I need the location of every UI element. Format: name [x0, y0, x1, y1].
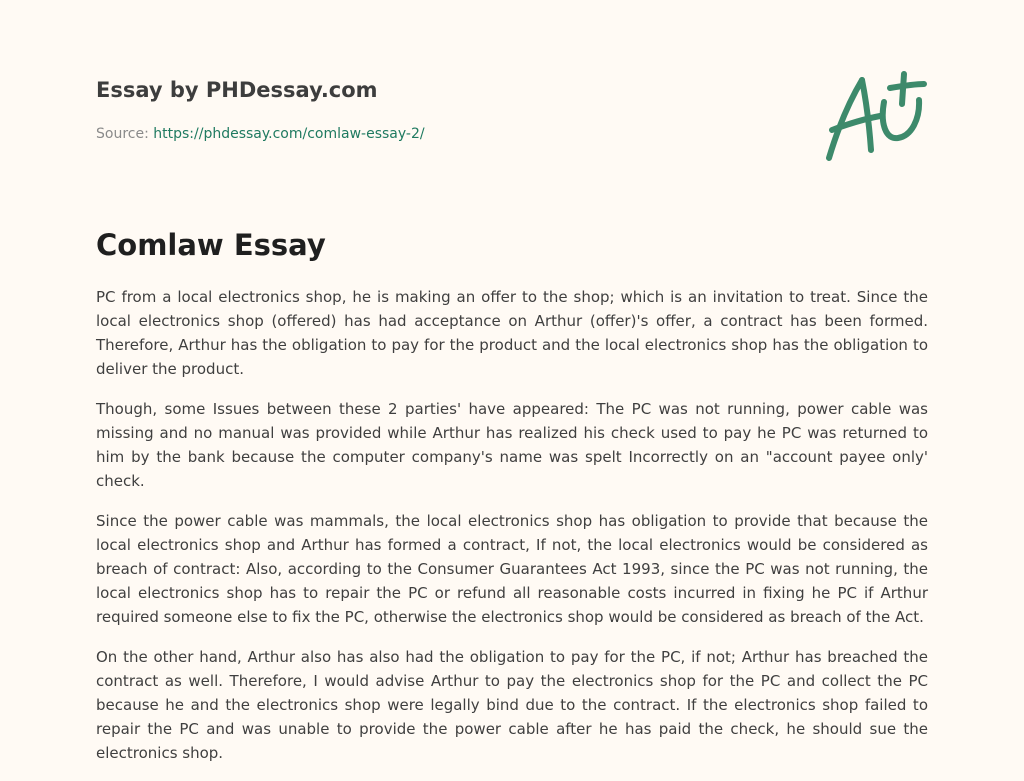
source-line	[96, 124, 425, 144]
essay-paragraph: Since the power cable was mammals, the local electronics shop has obligation to provide that because the local electronics shop and Arthur has formed a contract, If not, the local electronics would be considered as breach of contract: Also, according to the Consumer Guarantees Act 1993, since the PC was not running, the local electronics shop has to repair the PC or refund all reasonable costs incurred in fixing he PC if Arthur required someone else to fix the PC, otherwise the electronics shop would be considered as breach of the Act.	[96, 512, 928, 626]
essay-paragraph: PC from a local electronics shop, he is making an offer to the shop; which is an invitation to treat. Since the local electronics shop (offered) has had acceptance on Arthur (offer)'s offer, a contract has been formed. Therefore, Arthur has the obligation to pay for the product and the local electronics shop has the obligation to deliver the product.	[96, 288, 928, 378]
site-header	[96, 76, 696, 104]
essay-title: Comlaw Essay	[96, 228, 326, 262]
a-plus-logo-icon	[820, 66, 930, 166]
source-label: Source:	[96, 126, 154, 142]
essay-body	[96, 285, 928, 781]
source-link[interactable]: https://phdessay.com/comlaw-essay-2/	[153, 126, 425, 142]
essay-paragraph: On the other hand, Arthur also has also had the obligation to pay for the PC, if not; Arthur has breached the contract as well. Therefore, I would advise Arthur to pay the electronics shop for the PC and collect the PC because he and the electronics shop were legally bind due to the contract. If the electronics shop failed to repair the PC and was unable to provide the power cable after he has paid the check, he should sue the electronics shop.	[96, 648, 928, 762]
site-brand: Essay by PHDessay.com	[96, 78, 378, 102]
essay-paragraph: Though, some Issues between these 2 parties' have appeared: The PC was not running, power cable was missing and no manual was provided while Arthur has realized his check used to pay he PC was returned to him by the bank because the computer company's name was spelt Incorrectly on an "account payee only' check.	[96, 400, 928, 490]
